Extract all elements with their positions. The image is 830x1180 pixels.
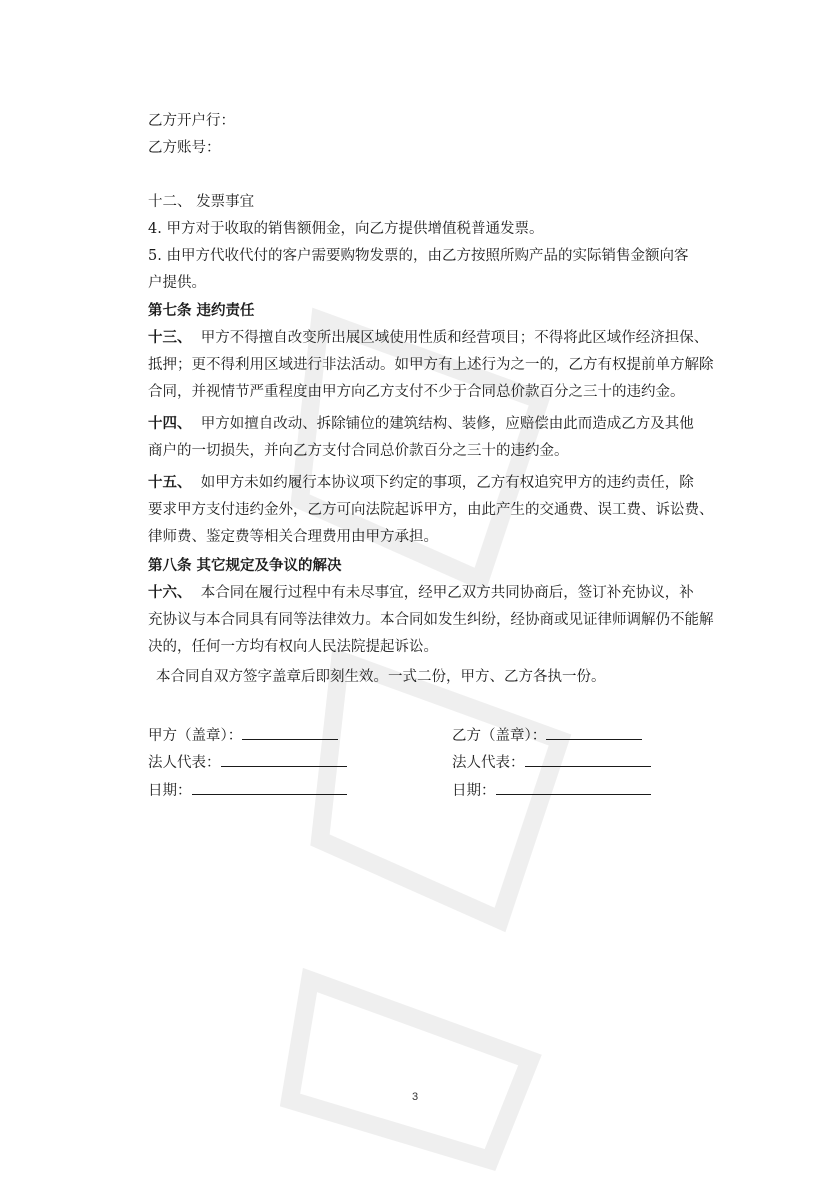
- section-12-item-5-line-2: 户提供。: [148, 275, 206, 291]
- clause-16-label: 十六、: [148, 584, 192, 601]
- party-b-date-label: 日期：: [452, 783, 496, 799]
- clause-14-line-2: 商户的一切损失，并向乙方支付合同总价款百分之三十的违约金。: [148, 443, 569, 459]
- party-b-rep-field: [452, 752, 651, 773]
- clause-15-text-1: 如甲方未如约履行本协议项下约定的事项，乙方有权追究甲方的违约责任，除: [200, 475, 694, 491]
- clause-16-text-1: 本合同在履行过程中有未尽事宜，经甲乙双方共同协商后，签订补充协议，补: [200, 585, 694, 601]
- closing-statement: 本合同自双方签字盖章后即刻生效。一式二份，甲方、乙方各执一份。: [156, 669, 606, 685]
- party-b-seal-field: [452, 725, 642, 746]
- clause-13-line-3: 合同，并视情节严重程度由甲方向乙方支付不少于合同总价款百分之三十的违约金。: [148, 384, 685, 400]
- party-b-date-blank: [496, 780, 651, 795]
- clause-14-label: 十四、: [148, 415, 192, 432]
- party-b-seal-blank: [546, 725, 642, 740]
- party-a-date-label: 日期：: [148, 783, 192, 799]
- page-number: 3: [411, 1091, 419, 1103]
- party-a-date-field: [148, 780, 347, 801]
- clause-14-line-1: [148, 414, 708, 434]
- party-a-seal-blank: [242, 725, 338, 740]
- party-a-date-blank: [192, 780, 347, 795]
- clause-15-line-2: 要求甲方支付违约金外，乙方可向法院起诉甲方，由此产生的交通费、误工费、诉讼费、: [148, 502, 714, 518]
- clause-16-line-2: 充协议与本合同具有同等法律效力。本合同如发生纠纷，经协商或见证律师调解仍不能解: [148, 612, 714, 628]
- party-b-rep-label: 法人代表：: [452, 755, 525, 771]
- clause-13-label: 十三、: [148, 329, 192, 346]
- party-b-seal-label: 乙方（盖章）：: [452, 728, 547, 744]
- party-a-seal-label: 甲方（盖章）：: [148, 728, 243, 744]
- section-12-heading: 十二、 发票事宜: [148, 194, 255, 210]
- article-8-title: 第八条 其它规定及争议的解决: [148, 557, 342, 574]
- party-b-date-field: [452, 780, 651, 801]
- party-a-rep-label: 法人代表：: [148, 755, 221, 771]
- party-a-rep-field: [148, 752, 347, 773]
- clause-15-label: 十五、: [148, 474, 192, 491]
- clause-13-line-2: 抵押；更不得利用区域进行非法活动。如甲方有上述行为之一的，乙方有权提前单方解除: [148, 357, 714, 373]
- section-12-item-4: 4. 甲方对于收取的销售额佣金，向乙方提供增值税普通发票。: [148, 221, 544, 237]
- clause-15-line-1: [148, 473, 708, 493]
- bank-name-line: 乙方开户行：: [148, 113, 235, 129]
- clause-13-text-1: 甲方不得擅自改变所出展区域使用性质和经营项目；不得将此区域作经济担保、: [200, 330, 709, 346]
- clause-16-line-3: 决的，任何一方均有权向人民法院提起诉讼。: [148, 639, 438, 655]
- article-7-title: 第七条 违约责任: [148, 302, 255, 319]
- clause-13-line-1: [148, 328, 708, 348]
- party-a-rep-blank: [221, 752, 347, 767]
- clause-16-line-1: [148, 583, 708, 603]
- party-a-seal-field: [148, 725, 338, 746]
- clause-14-text-1: 甲方如擅自改动、拆除铺位的建筑结构、装修，应赔偿由此而造成乙方及其他: [200, 416, 694, 432]
- bank-account-line: 乙方账号：: [148, 140, 221, 156]
- section-12-item-5-line-1: 5. 由甲方代收代付的客户需要购物发票的，由乙方按照所购产品的实际销售金额向客: [148, 248, 689, 264]
- clause-15-line-3: 律师费、鉴定费等相关合理费用由甲方承担。: [148, 529, 438, 545]
- party-b-rep-blank: [525, 752, 651, 767]
